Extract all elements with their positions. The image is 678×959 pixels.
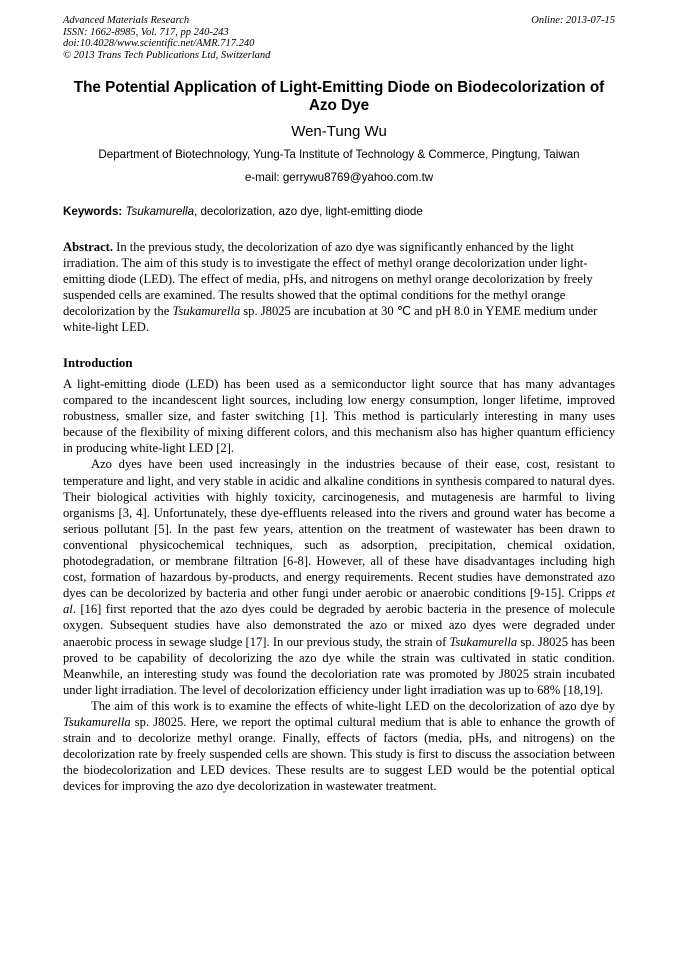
author-email[interactable]: e-mail: gerrywu8769@yahoo.com.tw [244,171,434,184]
copyright: © 2013 Trans Tech Publications Ltd, Switzerland [63,49,271,61]
affiliation: Department of Biotechnology, Yung-Ta Institute of Technology & Commerce, Pingtung, Taiwan [98,148,580,161]
author-name: Wen-Tung Wu [291,123,387,140]
keywords-label: Keywords: [63,205,123,218]
journal-name: Advanced Materials Research [63,15,190,26]
paper-title: The Potential Application of Light-Emitting Diode on Biodecolorization of Azo Dye [73,79,605,114]
intro-paragraph-3: The aim of this work is to examine the effects of white-light LED on the decolorization of azo dye by Tsukamurella sp. J8025. Here, we report the optimal cultural medium that is able to enhance the growth of strain and to decolorize methyl orange. Finally, effects of factors (media, pHs, and nitrogens) on the decolorization rate by freely suspended cells are shown. This study is first to discuss the association between the biodecolorization and LED devices. These results are to suggest LED would be the potential optical devices for improving the azo dye decolorization in wastewater treatment. [63,698,615,794]
keywords [63,205,423,219]
section-heading-introduction: Introduction [63,356,133,370]
journal-header [63,15,270,61]
abstract: Abstract. In the previous study, the decolorization of azo dye was significantly enhanced by the light irradiation. The aim of this study is to investigate the effect of methyl orange decolorization under light-emitting diode (LED). The effect of media, pHs, and nitrogens on methyl orange decolorization by freely suspended cells are examined. The results showed that the optimal conditions for the methyl orange decolorization by the Tsukamurella sp. J8025 are incubation at 30 ℃ and pH 8.0 in YEME medium under white-light LED. [63,240,598,335]
abstract-label: Abstract. [63,240,114,254]
keywords-rest: , decolorization, azo dye, light-emitting diode [194,205,423,218]
issn: ISSN: 1662-8985, Vol. 717, pp 240-243 [63,26,229,38]
intro-paragraph-1: A light-emitting diode (LED) has been used as a semiconductor light source that has many advantages compared to the incandescent light sources, including low energy consumption, longer lifetime, improved robustness, smaller size, and faster switching [1]. This method is particularly interesting in many uses because of the flexibility of mixing different colors, and this mechanism also has higher quantum efficiency in producing white-light LED [2]. [63,377,615,456]
intro-paragraph-2: Azo dyes have been used increasingly in the industries because of their ease, cost, resistant to temperature and light, and very stable in acidic and alkaline conditions in synthesis compared to natural dyes. Their biological activities with highly toxicity, carcinogenesis, and mutagenesis are harmful to living organisms [3, 4]. Unfortunately, these dye-effluents released into the rivers and ground water has become a serious pollutant [5]. In the past few years, attention on the treatment of wastewater has been drawn to conventional physicochemical techniques, such as adsorption, precipitation, chemical oxidation, photodegradation, or membrane filtration [6-8]. However, all of these have disadvantages including high cost, formation of hazardous by-products, and energy requirements. Recent studies have demonstrated azo dyes can be decolorized by bacteria and other fungi under aerobic or anaerobic conditions [9-15]. Cripps et al. [16] first reported that the azo dyes could be degraded by aerobic bacteria in the presence of molecule oxygen. Subsequent studies have also demonstrated the azo or mixed azo dyes were degraded under anaerobic process in sewage sludge [17]. In our previous study, the strain of Tsukamurella sp. J8025 has been proved to be capability of decolorizing the azo dye while the strain was cultivated in static condition. Meanwhile, an interesting study was found the decoloriation rate was promoted by J8025 strain incubated under light irradiation. The level of decolorization efficiency under light irradiation was up to 68% [18,19]. [63,457,615,697]
online-date: Online: 2013-07-15 [531,15,615,26]
introduction-body [63,376,615,794]
keyword-italic: Tsukamurella [125,205,195,218]
doi-link[interactable]: doi:10.4028/www.scientific.net/AMR.717.240 [63,38,255,50]
